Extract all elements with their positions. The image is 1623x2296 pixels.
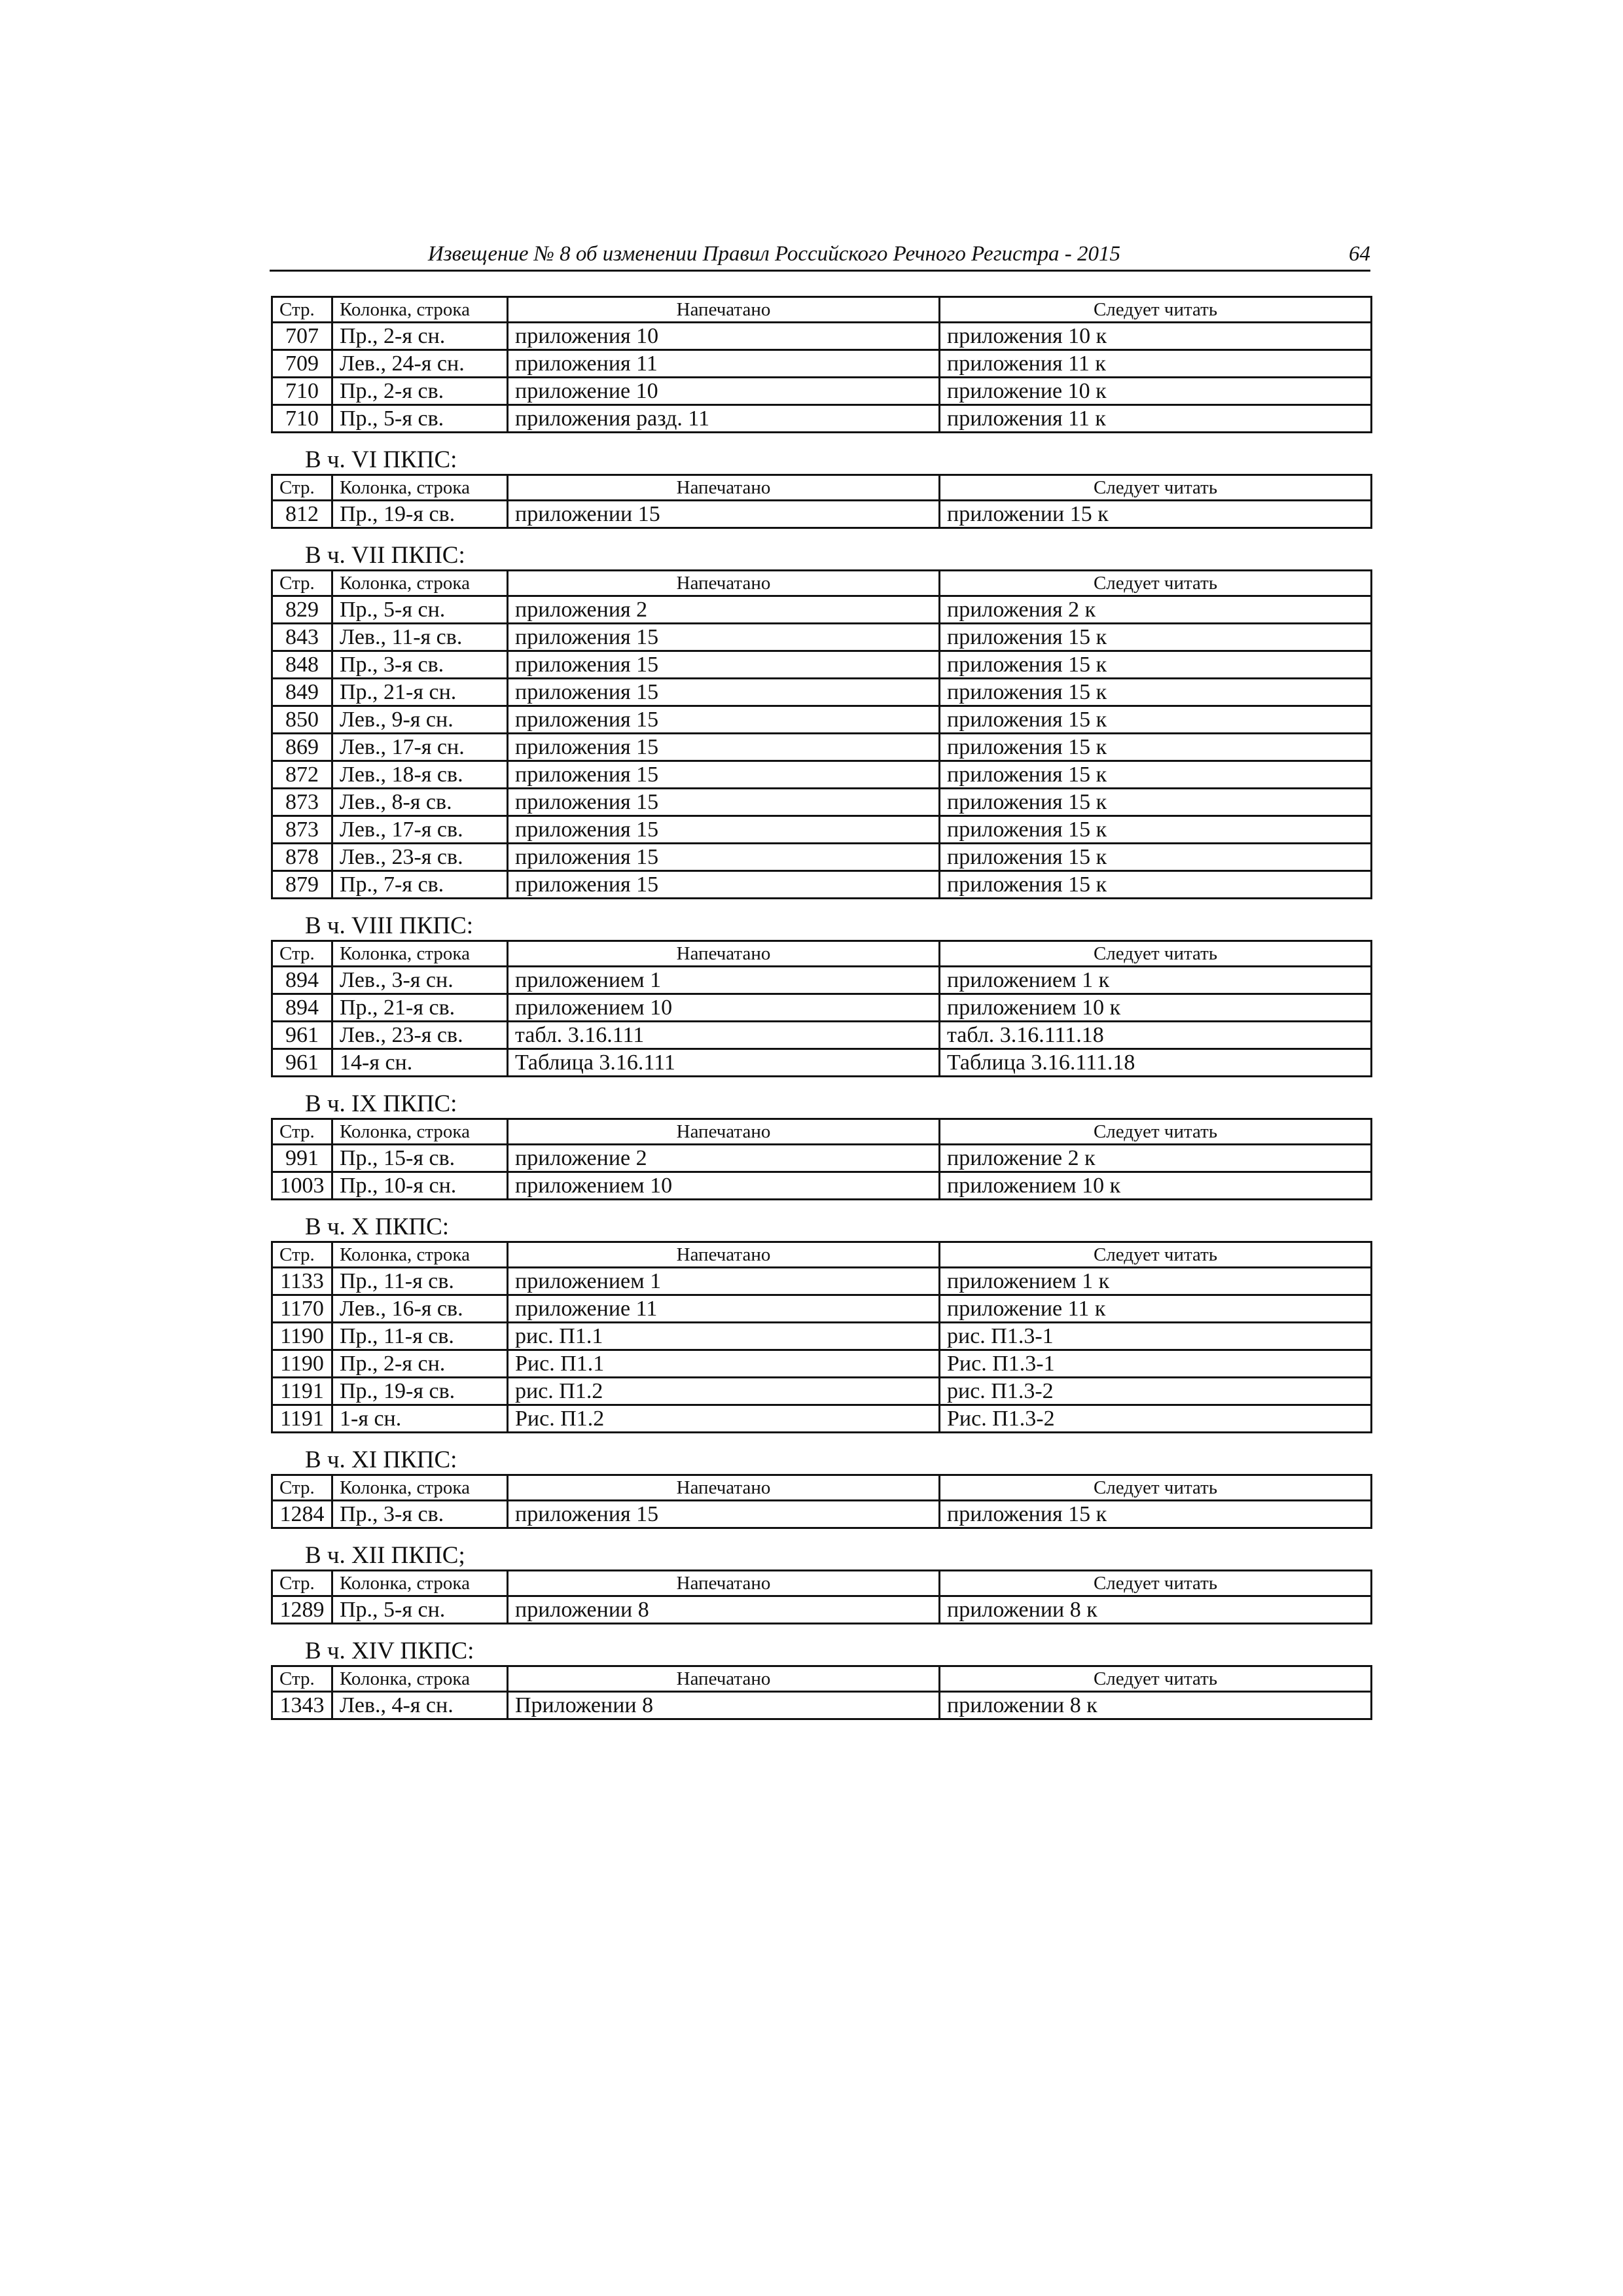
cell-column-line: Лев., 4-я сн. bbox=[332, 1692, 508, 1719]
cell-should-read: приложения 15 к bbox=[940, 871, 1372, 899]
cell-should-read: приложения 15 к bbox=[940, 816, 1372, 844]
cell-page: 829 bbox=[272, 596, 332, 624]
table-header-row bbox=[272, 1571, 1372, 1596]
cell-page: 1343 bbox=[272, 1692, 332, 1719]
cell-column-line: Пр., 21-я сн. bbox=[332, 679, 508, 706]
column-header-printed: Напечатано bbox=[508, 571, 940, 596]
errata-section bbox=[271, 1213, 1370, 1433]
cell-should-read: приложения 15 к bbox=[940, 734, 1372, 761]
column-header-should-read: Следует читать bbox=[940, 1666, 1372, 1692]
errata-section bbox=[271, 542, 1370, 899]
cell-page: 1190 bbox=[272, 1350, 332, 1378]
errata-section bbox=[271, 1542, 1370, 1624]
cell-should-read: Рис. П1.3-2 bbox=[940, 1405, 1372, 1433]
table-row bbox=[272, 994, 1372, 1022]
cell-printed: приложения разд. 11 bbox=[508, 405, 940, 433]
column-header-page: Стр. bbox=[272, 297, 332, 323]
table-row bbox=[272, 501, 1372, 528]
table-row bbox=[272, 350, 1372, 378]
cell-should-read: табл. 3.16.111.18 bbox=[940, 1022, 1372, 1049]
cell-page: 1191 bbox=[272, 1378, 332, 1405]
column-header-printed: Напечатано bbox=[508, 1571, 940, 1596]
cell-column-line: Лев., 11-я св. bbox=[332, 624, 508, 651]
cell-should-read: приложение 2 к bbox=[940, 1145, 1372, 1172]
table-header-row bbox=[272, 1119, 1372, 1145]
table-row bbox=[272, 1049, 1372, 1077]
cell-column-line: Лев., 9-я сн. bbox=[332, 706, 508, 734]
column-header-column-line: Колонка, строка bbox=[332, 1242, 508, 1268]
column-header-column-line: Колонка, строка bbox=[332, 1119, 508, 1145]
cell-column-line: Лев., 17-я св. bbox=[332, 816, 508, 844]
cell-page: 849 bbox=[272, 679, 332, 706]
cell-printed: Таблица 3.16.111 bbox=[508, 1049, 940, 1077]
column-header-should-read: Следует читать bbox=[940, 1475, 1372, 1501]
table-header-row bbox=[272, 1475, 1372, 1501]
cell-page: 1170 bbox=[272, 1295, 332, 1323]
cell-column-line: Лев., 17-я сн. bbox=[332, 734, 508, 761]
errata-table bbox=[271, 569, 1372, 899]
cell-page: 843 bbox=[272, 624, 332, 651]
cell-column-line: 14-я сн. bbox=[332, 1049, 508, 1077]
cell-should-read: приложения 15 к bbox=[940, 789, 1372, 816]
table-row bbox=[272, 706, 1372, 734]
column-header-page: Стр. bbox=[272, 1119, 332, 1145]
cell-page: 879 bbox=[272, 871, 332, 899]
cell-should-read: приложения 15 к bbox=[940, 651, 1372, 679]
table-row bbox=[272, 1596, 1372, 1624]
cell-should-read: приложения 11 к bbox=[940, 405, 1372, 433]
section-title: В ч. IX ПКПС: bbox=[305, 1090, 457, 1117]
cell-page: 707 bbox=[272, 323, 332, 350]
table-row bbox=[272, 871, 1372, 899]
errata-section bbox=[271, 1638, 1370, 1720]
cell-should-read: приложения 15 к bbox=[940, 624, 1372, 651]
cell-printed: приложением 10 bbox=[508, 994, 940, 1022]
cell-should-read: приложение 11 к bbox=[940, 1295, 1372, 1323]
cell-page: 961 bbox=[272, 1022, 332, 1049]
table-row bbox=[272, 789, 1372, 816]
column-header-column-line: Колонка, строка bbox=[332, 1666, 508, 1692]
column-header-printed: Напечатано bbox=[508, 297, 940, 323]
column-header-column-line: Колонка, строка bbox=[332, 1571, 508, 1596]
table-row bbox=[272, 1501, 1372, 1528]
cell-column-line: Пр., 11-я св. bbox=[332, 1323, 508, 1350]
section-title: В ч. XIV ПКПС: bbox=[305, 1638, 474, 1664]
table-row bbox=[272, 679, 1372, 706]
column-header-column-line: Колонка, строка bbox=[332, 941, 508, 967]
cell-printed: приложения 15 bbox=[508, 816, 940, 844]
cell-page: 961 bbox=[272, 1049, 332, 1077]
cell-column-line: 1-я сн. bbox=[332, 1405, 508, 1433]
cell-printed: приложения 2 bbox=[508, 596, 940, 624]
cell-should-read: приложения 15 к bbox=[940, 679, 1372, 706]
table-header-row bbox=[272, 297, 1372, 323]
cell-printed: приложения 15 bbox=[508, 1501, 940, 1528]
cell-column-line: Пр., 11-я св. bbox=[332, 1268, 508, 1295]
section-title: В ч. VI ПКПС: bbox=[305, 446, 457, 473]
section-title: В ч. VII ПКПС: bbox=[305, 542, 465, 569]
column-header-page: Стр. bbox=[272, 1475, 332, 1501]
cell-page: 1003 bbox=[272, 1172, 332, 1200]
column-header-column-line: Колонка, строка bbox=[332, 297, 508, 323]
cell-printed: приложения 15 bbox=[508, 651, 940, 679]
cell-column-line: Пр., 5-я сн. bbox=[332, 596, 508, 624]
table-row bbox=[272, 967, 1372, 994]
cell-should-read: приложения 15 к bbox=[940, 844, 1372, 871]
cell-page: 1284 bbox=[272, 1501, 332, 1528]
cell-column-line: Пр., 5-я св. bbox=[332, 405, 508, 433]
cell-should-read: приложения 2 к bbox=[940, 596, 1372, 624]
column-header-should-read: Следует читать bbox=[940, 571, 1372, 596]
errata-section bbox=[271, 912, 1370, 1077]
cell-should-read: Рис. П1.3-1 bbox=[940, 1350, 1372, 1378]
table-row bbox=[272, 323, 1372, 350]
errata-table bbox=[271, 1118, 1372, 1200]
cell-printed: рис. П1.1 bbox=[508, 1323, 940, 1350]
cell-should-read: приложения 15 к bbox=[940, 1501, 1372, 1528]
cell-page: 869 bbox=[272, 734, 332, 761]
cell-column-line: Пр., 19-я св. bbox=[332, 1378, 508, 1405]
errata-table bbox=[271, 1241, 1372, 1433]
cell-should-read: приложением 10 к bbox=[940, 994, 1372, 1022]
cell-column-line: Пр., 5-я сн. bbox=[332, 1596, 508, 1624]
cell-printed: приложения 15 bbox=[508, 844, 940, 871]
column-header-page: Стр. bbox=[272, 941, 332, 967]
section-title: В ч. X ПКПС: bbox=[305, 1213, 450, 1240]
page-header bbox=[270, 241, 1370, 272]
column-header-column-line: Колонка, строка bbox=[332, 571, 508, 596]
cell-printed: приложения 15 bbox=[508, 624, 940, 651]
column-header-column-line: Колонка, строка bbox=[332, 475, 508, 501]
section-title: В ч. XI ПКПС: bbox=[305, 1446, 457, 1473]
cell-column-line: Лев., 3-я сн. bbox=[332, 967, 508, 994]
errata-content bbox=[271, 296, 1370, 1720]
column-header-should-read: Следует читать bbox=[940, 1242, 1372, 1268]
cell-column-line: Лев., 23-я св. bbox=[332, 844, 508, 871]
table-row bbox=[272, 378, 1372, 405]
table-header-row bbox=[272, 941, 1372, 967]
column-header-column-line: Колонка, строка bbox=[332, 1475, 508, 1501]
cell-page: 1190 bbox=[272, 1323, 332, 1350]
column-header-page: Стр. bbox=[272, 475, 332, 501]
errata-table bbox=[271, 1665, 1372, 1720]
cell-should-read: Таблица 3.16.111.18 bbox=[940, 1049, 1372, 1077]
errata-section bbox=[271, 446, 1370, 529]
table-row bbox=[272, 761, 1372, 789]
table-row bbox=[272, 624, 1372, 651]
cell-printed: Рис. П1.2 bbox=[508, 1405, 940, 1433]
cell-column-line: Пр., 15-я св. bbox=[332, 1145, 508, 1172]
cell-page: 812 bbox=[272, 501, 332, 528]
cell-printed: Рис. П1.1 bbox=[508, 1350, 940, 1378]
cell-printed: рис. П1.2 bbox=[508, 1378, 940, 1405]
column-header-printed: Напечатано bbox=[508, 941, 940, 967]
cell-page: 850 bbox=[272, 706, 332, 734]
cell-printed: приложении 8 bbox=[508, 1596, 940, 1624]
cell-printed: приложения 15 bbox=[508, 789, 940, 816]
cell-should-read: приложения 15 к bbox=[940, 761, 1372, 789]
cell-should-read: приложения 11 к bbox=[940, 350, 1372, 378]
cell-page: 878 bbox=[272, 844, 332, 871]
section-title: В ч. XII ПКПС; bbox=[305, 1542, 465, 1569]
cell-printed: приложением 1 bbox=[508, 967, 940, 994]
table-row bbox=[272, 651, 1372, 679]
cell-should-read: приложении 8 к bbox=[940, 1692, 1372, 1719]
cell-page: 710 bbox=[272, 378, 332, 405]
cell-page: 1133 bbox=[272, 1268, 332, 1295]
cell-page: 1289 bbox=[272, 1596, 332, 1624]
cell-should-read: приложение 10 к bbox=[940, 378, 1372, 405]
column-header-should-read: Следует читать bbox=[940, 1119, 1372, 1145]
column-header-printed: Напечатано bbox=[508, 1475, 940, 1501]
cell-should-read: приложением 1 к bbox=[940, 1268, 1372, 1295]
cell-printed: приложением 1 bbox=[508, 1268, 940, 1295]
cell-printed: приложение 10 bbox=[508, 378, 940, 405]
cell-page: 894 bbox=[272, 994, 332, 1022]
cell-should-read: приложением 1 к bbox=[940, 967, 1372, 994]
cell-page: 709 bbox=[272, 350, 332, 378]
cell-page: 873 bbox=[272, 816, 332, 844]
column-header-should-read: Следует читать bbox=[940, 1571, 1372, 1596]
table-header-row bbox=[272, 475, 1372, 501]
table-header-row bbox=[272, 1242, 1372, 1268]
column-header-printed: Напечатано bbox=[508, 1242, 940, 1268]
cell-should-read: рис. П1.3-1 bbox=[940, 1323, 1372, 1350]
cell-page: 1191 bbox=[272, 1405, 332, 1433]
table-row bbox=[272, 1145, 1372, 1172]
table-row bbox=[272, 1378, 1372, 1405]
cell-printed: табл. 3.16.111 bbox=[508, 1022, 940, 1049]
cell-printed: приложение 2 bbox=[508, 1145, 940, 1172]
cell-printed: приложением 10 bbox=[508, 1172, 940, 1200]
column-header-printed: Напечатано bbox=[508, 1119, 940, 1145]
cell-printed: Приложении 8 bbox=[508, 1692, 940, 1719]
page-number: 64 bbox=[1349, 242, 1370, 266]
errata-section bbox=[271, 1446, 1370, 1529]
cell-column-line: Пр., 19-я св. bbox=[332, 501, 508, 528]
cell-should-read: приложения 15 к bbox=[940, 706, 1372, 734]
cell-printed: приложение 11 bbox=[508, 1295, 940, 1323]
cell-should-read: приложением 10 к bbox=[940, 1172, 1372, 1200]
table-row bbox=[272, 1022, 1372, 1049]
table-row bbox=[272, 1405, 1372, 1433]
table-row bbox=[272, 1692, 1372, 1719]
errata-table bbox=[271, 474, 1372, 529]
errata-table bbox=[271, 940, 1372, 1077]
column-header-page: Стр. bbox=[272, 571, 332, 596]
cell-column-line: Лев., 24-я сн. bbox=[332, 350, 508, 378]
errata-section bbox=[271, 1090, 1370, 1200]
column-header-should-read: Следует читать bbox=[940, 941, 1372, 967]
cell-page: 894 bbox=[272, 967, 332, 994]
cell-page: 873 bbox=[272, 789, 332, 816]
cell-should-read: приложения 10 к bbox=[940, 323, 1372, 350]
errata-table bbox=[271, 296, 1372, 433]
table-row bbox=[272, 1295, 1372, 1323]
cell-column-line: Лев., 16-я св. bbox=[332, 1295, 508, 1323]
cell-printed: приложения 15 bbox=[508, 734, 940, 761]
cell-column-line: Пр., 21-я св. bbox=[332, 994, 508, 1022]
errata-section bbox=[271, 296, 1370, 433]
column-header-printed: Напечатано bbox=[508, 475, 940, 501]
table-row bbox=[272, 816, 1372, 844]
cell-column-line: Пр., 2-я сн. bbox=[332, 1350, 508, 1378]
cell-column-line: Лев., 18-я св. bbox=[332, 761, 508, 789]
table-row bbox=[272, 1350, 1372, 1378]
cell-should-read: приложении 8 к bbox=[940, 1596, 1372, 1624]
table-row bbox=[272, 844, 1372, 871]
cell-printed: приложения 11 bbox=[508, 350, 940, 378]
table-row bbox=[272, 405, 1372, 433]
table-row bbox=[272, 596, 1372, 624]
table-row bbox=[272, 734, 1372, 761]
errata-table bbox=[271, 1570, 1372, 1624]
cell-printed: приложении 15 bbox=[508, 501, 940, 528]
cell-should-read: приложении 15 к bbox=[940, 501, 1372, 528]
cell-column-line: Пр., 3-я св. bbox=[332, 651, 508, 679]
table-header-row bbox=[272, 571, 1372, 596]
cell-column-line: Пр., 2-я сн. bbox=[332, 323, 508, 350]
column-header-should-read: Следует читать bbox=[940, 297, 1372, 323]
column-header-printed: Напечатано bbox=[508, 1666, 940, 1692]
column-header-page: Стр. bbox=[272, 1571, 332, 1596]
cell-column-line: Пр., 3-я св. bbox=[332, 1501, 508, 1528]
cell-printed: приложения 15 bbox=[508, 706, 940, 734]
cell-page: 710 bbox=[272, 405, 332, 433]
table-row bbox=[272, 1172, 1372, 1200]
cell-column-line: Лев., 8-я св. bbox=[332, 789, 508, 816]
cell-printed: приложения 10 bbox=[508, 323, 940, 350]
cell-column-line: Пр., 10-я сн. bbox=[332, 1172, 508, 1200]
table-row bbox=[272, 1323, 1372, 1350]
table-row bbox=[272, 1268, 1372, 1295]
cell-printed: приложения 15 bbox=[508, 871, 940, 899]
column-header-should-read: Следует читать bbox=[940, 475, 1372, 501]
table-header-row bbox=[272, 1666, 1372, 1692]
cell-printed: приложения 15 bbox=[508, 679, 940, 706]
section-title: В ч. VIII ПКПС: bbox=[305, 912, 474, 939]
errata-table bbox=[271, 1474, 1372, 1529]
cell-column-line: Лев., 23-я св. bbox=[332, 1022, 508, 1049]
column-header-page: Стр. bbox=[272, 1666, 332, 1692]
cell-page: 848 bbox=[272, 651, 332, 679]
column-header-page: Стр. bbox=[272, 1242, 332, 1268]
cell-column-line: Пр., 2-я св. bbox=[332, 378, 508, 405]
cell-should-read: рис. П1.3-2 bbox=[940, 1378, 1372, 1405]
header-title: Извещение № 8 об изменении Правил Российского Речного Регистра - 2015 bbox=[427, 242, 1121, 266]
cell-page: 872 bbox=[272, 761, 332, 789]
cell-column-line: Пр., 7-я св. bbox=[332, 871, 508, 899]
cell-printed: приложения 15 bbox=[508, 761, 940, 789]
cell-page: 991 bbox=[272, 1145, 332, 1172]
